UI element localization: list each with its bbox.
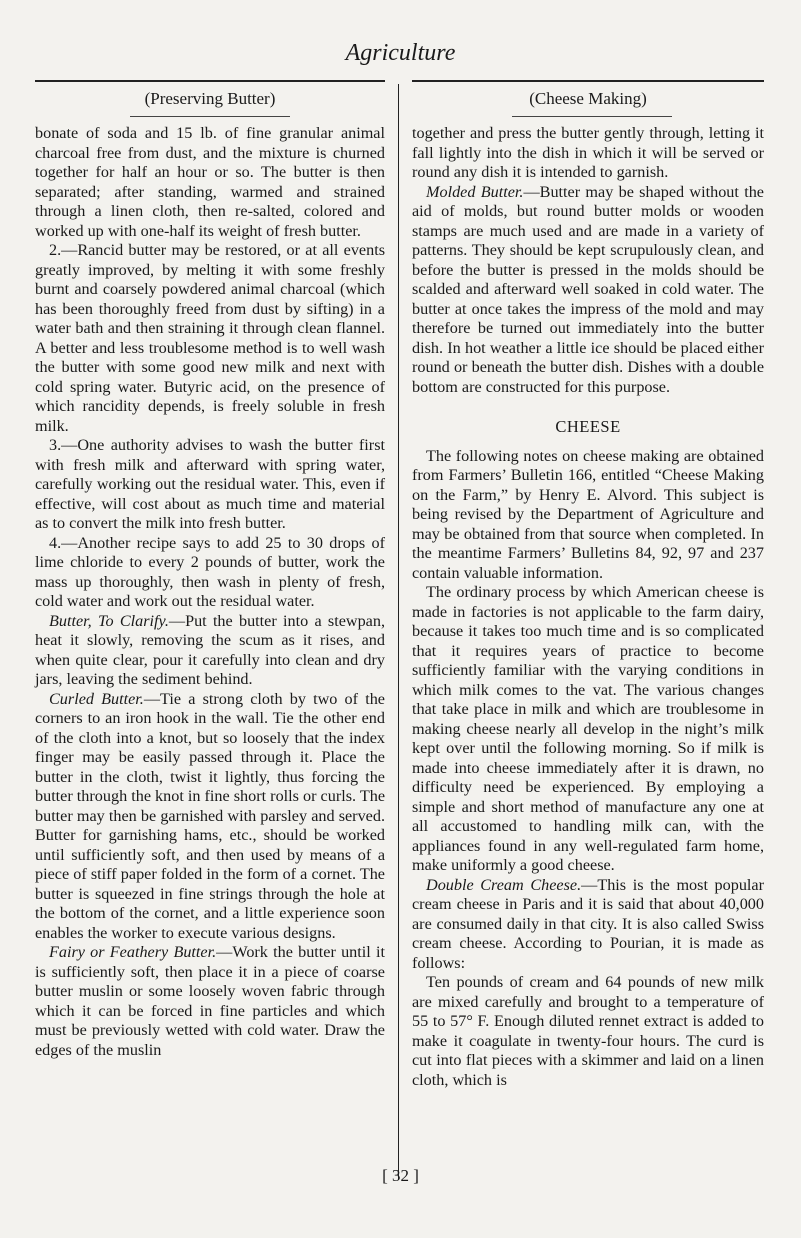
paragraph bbox=[35, 436, 385, 534]
paragraph-lead: Curled Butter. bbox=[49, 689, 144, 708]
paragraph-lead: Double Cream Cheese. bbox=[426, 875, 582, 894]
paragraph-text: 2.—Rancid butter may be restored, or at all events greatly improved, by melting it with some freshly burnt and coarsely powdered animal charcoal (which has been thoroughly freed from dust by sifting) in a water bath and then straining it through clean flannel. A better and less troublesome method is to well wash the butter with some good new milk and next with cold spring water. Butyric acid, on the presence of which rancidity depends, is freely soluble in fresh milk. bbox=[35, 241, 385, 435]
paragraph bbox=[35, 241, 385, 436]
right-column bbox=[412, 124, 764, 1090]
column-head-underline-left bbox=[130, 116, 290, 117]
section-heading: CHEESE bbox=[555, 417, 621, 436]
paragraph-text: bonate of soda and 15 lb. of fine granular animal charcoal free from dust, and the mixture is churned together for half an hour or so. The butter is then separated; after standing, warmed and strained through a linen cloth, then re-salted, colored and worked up with one-half its weight of fresh butter. bbox=[35, 124, 385, 240]
column-head-left: (Preserving Butter) bbox=[144, 89, 276, 108]
paragraph-text: —Work the butter until it is sufficiently soft, then place it in a piece of coarse butter muslin or some loosely woven fabric through which it can be forced in fine particles and which must be previously wetted with cold water. Draw the edges of the muslin bbox=[35, 943, 385, 1059]
paragraph-text: 4.—Another recipe says to add 25 to 30 drops of lime chloride to every 2 pounds of butter, work the mass up thoroughly, then wash in plenty of fresh, cold water and work out the residual water. bbox=[35, 533, 385, 610]
paragraph bbox=[412, 447, 764, 584]
paragraph-text: The ordinary process by which American cheese is made in factories is not applicable to the farm dairy, because it takes too much time and is so complicated that it requires years of practice to become sufficiently familiar with the varying conditions in which milk comes to the vat. The various changes that take place in milk and which are troublesome in making cheese nearly all develop in the night’s milk kept over until the following morning. So if milk is made into cheese immediately after it is drawn, no difficulty need be experienced. By employing a simple and short method of manufacture any one at all accustomed to handling milk can, with the appliances found in any well-regulated farm home, make uniformly a good cheese. bbox=[412, 583, 764, 874]
paragraph bbox=[412, 124, 764, 183]
paragraph bbox=[35, 943, 385, 1060]
paragraph bbox=[35, 612, 385, 690]
paragraph bbox=[412, 973, 764, 1090]
paragraph-lead: Fairy or Feathery Butter. bbox=[49, 943, 217, 961]
paragraph-text: —Put the butter into a stewpan, heat it slowly, removing the scum as it rises, and when quite clear, pour it carefully into clean and dry jars, leaving the sediment behind. bbox=[35, 611, 386, 688]
paragraph-text: —Butter may be shaped without the aid of molds, but round butter molds or wooden stamps are much used and are made in a variety of patterns. They should be kept scrupulously clean, and before the butter is pressed in the molds should be scalded and afterward well soaked in cold water. The butter at once takes the impress of the mold and may therefore be turned out immediately into the butter dish. In hot weather a little ice should be placed either round or beneath the butter dish. Dishes with a double bottom are constructed for this purpose. bbox=[412, 182, 764, 396]
column-head-underline-right bbox=[512, 116, 672, 117]
paragraph-text: —This is the most popular cream cheese in Paris and it is said that about 40,000 are consumed daily in that city. It is also called Swiss cream cheese. According to Pourian, it is made as follows: bbox=[412, 875, 764, 972]
paragraph bbox=[412, 183, 764, 398]
paragraph-text: Ten pounds of cream and 64 pounds of new milk are mixed carefully and brought to a temperature of 55 to 57° F. Enough diluted rennet extract is added to make it coagulate in twenty-four hours. The curd is cut into flat pieces with a skimmer and laid on a linen cloth, which is bbox=[412, 973, 764, 1089]
page-number: [ 32 ] bbox=[382, 1166, 419, 1185]
header-rule-right bbox=[412, 80, 764, 82]
running-head: Agriculture bbox=[345, 40, 456, 66]
paragraph-text: —Tie a strong cloth by two of the corners to an iron hook in the wall. Tie the other end of the cloth into a knot, but so loosely that the index finger may be easily passed through it. Place the butter in the cloth, twist it lightly, thus forcing the butter through the knot in fine short rolls or curls. The butter may then be garnished with parsley and served. Butter for garnishing hams, etc., should be worked until sufficiently soft, and then used by means of a piece of stiff paper folded in the form of a cornet. The butter is squeezed in fine strings through the hole at the bottom of the cornet, and a little experience soon enables the worker to execute various designs. bbox=[35, 689, 385, 942]
paragraph bbox=[35, 124, 385, 241]
paragraph bbox=[35, 534, 385, 612]
paragraph-text: The following notes on cheese making are obtained from Farmers’ Bulletin 166, entitled “Cheese Making on the Farm,” by Henry E. Alvord. This subject is being revised by the Department of Agriculture and may be obtained from that source when completed. In the meantime Farmers’ Bulletins 84, 92, 97 and 237 contain valuable information. bbox=[412, 446, 764, 582]
paragraph-text: together and press the butter gently through, letting it fall lightly into the dish in which it will be served or round any dish it is intended to garnish. bbox=[412, 124, 764, 181]
header-rule-left bbox=[35, 80, 385, 82]
paragraph-lead: Molded Butter. bbox=[426, 182, 524, 201]
paragraph-text: 3.—One authority advises to wash the butter first with fresh milk and afterward with spring water, carefully working out the residual water. This, even if effective, will cost about as much time and material as to convert the milk into fresh butter. bbox=[35, 436, 385, 532]
paragraph bbox=[412, 876, 764, 974]
left-column bbox=[35, 124, 385, 1060]
paragraph-lead: Butter, To Clarify. bbox=[49, 611, 169, 630]
paragraph bbox=[35, 690, 385, 944]
paragraph bbox=[412, 583, 764, 876]
column-divider bbox=[398, 84, 399, 1180]
column-head-right: (Cheese Making) bbox=[529, 89, 647, 108]
